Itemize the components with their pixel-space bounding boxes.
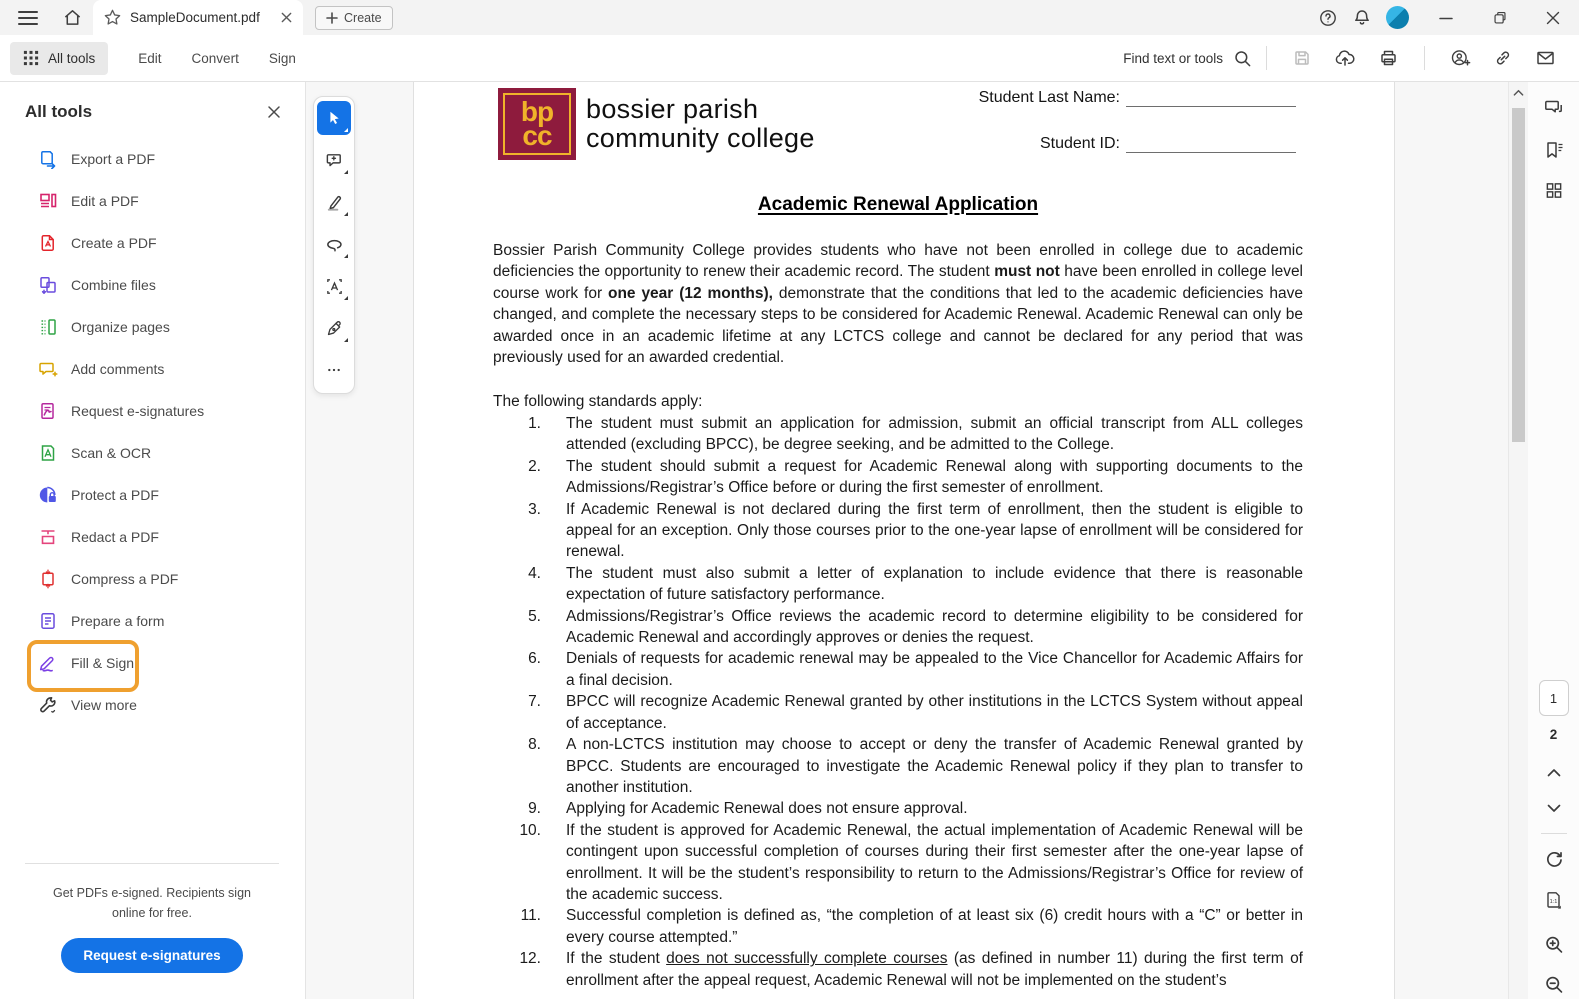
standard-item: [493, 456, 1303, 499]
standard-number: 8.: [528, 736, 541, 754]
vertical-scrollbar[interactable]: [1508, 82, 1528, 999]
bookmarks-panel-icon[interactable]: [1543, 140, 1565, 160]
highlight-tool-button[interactable]: [317, 185, 351, 219]
export-pdf-icon: [38, 149, 58, 169]
student-last-name-label: Student Last Name:: [978, 89, 1120, 106]
logo-cc-text: cc: [522, 120, 552, 151]
standard-text: If the student does not successfully complete courses (as defined in number 11) during the first term of enrollment after the appeal request, Academic Renewal will not be implemented on the student’s: [566, 950, 1303, 989]
student-id-field: [1040, 135, 1296, 153]
standard-item: [493, 606, 1303, 649]
draw-tool-button[interactable]: [317, 227, 351, 261]
standard-text: If Academic Renewal is not declared during the first term of enrollment, then the student is eligible to appeal for an exception. Only those courses prior to the one-year lapse of enrollment will be considered for renewal.: [566, 500, 1303, 561]
standard-item: [493, 948, 1303, 991]
rotate-page-icon[interactable]: [1544, 850, 1564, 870]
add-comments-icon: [38, 359, 58, 379]
student-last-name-field: [979, 89, 1296, 107]
tool-item-label: Fill & Sign: [71, 655, 135, 671]
tool-item-add-comments[interactable]: [0, 348, 305, 390]
standard-text: A non-LCTCS institution may choose to accept or deny the transfer of Academic Renewal granted by BPCC. Students are encouraged to investigate the Academic Renewal policy if they plan to transfer to another institution.: [566, 736, 1303, 796]
add-user-icon[interactable]: [1450, 48, 1471, 68]
right-tool-rail: [1528, 82, 1579, 999]
esign-promo: [0, 863, 304, 999]
student-id-label: Student ID:: [1039, 135, 1120, 152]
tool-item-label: Prepare a form: [71, 613, 165, 629]
zoom-out-icon[interactable]: [1543, 974, 1564, 995]
standard-number: 2.: [528, 457, 541, 475]
page-2-indicator[interactable]: 2: [1549, 727, 1558, 742]
rail-divider: [1541, 833, 1567, 834]
toolbar-divider: [1424, 46, 1425, 70]
standards-heading: The following standards apply:: [493, 393, 703, 410]
standard-item: [493, 563, 1303, 606]
find-label: Find text or tools: [1123, 50, 1223, 66]
document-tab[interactable]: [93, 0, 303, 35]
zoom-in-icon[interactable]: [1543, 934, 1564, 955]
scrollbar-thumb[interactable]: [1512, 108, 1525, 442]
standards-list: [493, 413, 1303, 991]
tool-item-create-a-pdf[interactable]: [0, 222, 305, 264]
pdf-page[interactable]: [413, 82, 1395, 999]
standard-item: [493, 499, 1303, 563]
bpcc-logo: [498, 88, 576, 160]
intro-paragraph: Bossier Parish Community College provides students who have not been enrolled in college due to academic deficiencies the opportunity to renew their academic record. The student must not have been enrolled in college level course work for one year (12 months), demonstrate that the conditions that led to the academic deficiencies have changed, and complete the necessary steps to be considered for Academic Renewal. Academic Renewal can only be awarded once in an academic lifetime at any LCTCS college and cannot be declared for any period that was previously used for an awarded credential.: [493, 242, 1304, 367]
standard-text: The student must also submit a letter of explanation to include evidence that there is reasonable expectation of future satisfactory performance.: [566, 564, 1303, 604]
email-icon[interactable]: [1535, 48, 1556, 68]
standard-number: 12.: [519, 950, 541, 968]
standard-number: 6.: [528, 650, 541, 668]
protect-pdf-icon: [38, 485, 58, 505]
titlebar: [0, 0, 1579, 35]
standard-number: 10.: [519, 821, 541, 839]
fountain-pen-icon: [325, 319, 344, 338]
standard-number: 11.: [520, 907, 541, 925]
notifications-bell-icon[interactable]: [1352, 8, 1372, 28]
student-last-name-blank[interactable]: [1126, 90, 1296, 107]
lasso-icon: [325, 235, 344, 254]
standard-item: [493, 648, 1303, 691]
redact-pdf-icon: [38, 527, 58, 547]
share-link-icon[interactable]: [1493, 48, 1513, 68]
text-select-icon: [325, 277, 344, 296]
promo-text-line1: Get PDFs e-signed. Recipients sign: [52, 886, 251, 901]
student-id-blank[interactable]: [1126, 136, 1296, 153]
tool-item-prepare-a-form[interactable]: [0, 600, 305, 642]
tool-item-view-more[interactable]: [0, 684, 305, 726]
more-tools-button[interactable]: [317, 353, 351, 387]
tool-item-protect-a-pdf[interactable]: [0, 474, 305, 516]
home-icon[interactable]: [50, 0, 94, 35]
grid-icon: [23, 50, 39, 66]
highlighter-icon: [325, 193, 344, 212]
standard-text: The student should submit a request for Academic Renewal along with supporting documents to the Admissions/Registrar’s Office before or during the first semester of enrollment.: [566, 457, 1303, 497]
combine-files-icon: [38, 275, 58, 295]
all-tools-panel: [0, 82, 306, 999]
standard-number: 7.: [528, 693, 541, 711]
scrollbar-up-icon[interactable]: [1513, 89, 1524, 97]
tool-item-label: Add comments: [71, 361, 165, 377]
standard-item: [493, 691, 1303, 734]
tool-item-edit-a-pdf[interactable]: [0, 180, 305, 222]
add-comment-tool-button[interactable]: [317, 143, 351, 177]
previous-page-icon[interactable]: [1547, 768, 1561, 777]
cloud-upload-icon[interactable]: [1334, 48, 1356, 68]
promo-text-line2: online for free.: [112, 905, 192, 920]
edit-pdf-icon: [38, 191, 58, 211]
print-icon[interactable]: [1378, 48, 1399, 68]
all-tools-button[interactable]: [10, 42, 108, 75]
select-tool-button[interactable]: [317, 101, 351, 135]
tool-item-label: Request e-signatures: [71, 403, 205, 419]
tool-item-fill-sign[interactable]: [0, 642, 305, 684]
window-restore-icon[interactable]: [1491, 9, 1509, 27]
menu-icon[interactable]: [6, 0, 50, 35]
toolbar: [0, 35, 1579, 82]
svg-text:1:1: 1:1: [1549, 899, 1557, 905]
page-thumbnails-icon[interactable]: [1544, 181, 1563, 200]
scan-ocr-icon: [38, 443, 58, 463]
toolbar-divider: [1266, 46, 1267, 70]
tool-item-label: Redact a PDF: [71, 529, 159, 545]
window-close-icon[interactable]: [1545, 10, 1561, 26]
tool-item-label: Create a PDF: [71, 235, 157, 251]
standard-item: [493, 905, 1303, 948]
all-tools-button-label: All tools: [48, 50, 96, 66]
tools-list: [0, 138, 305, 726]
search-icon: [1233, 49, 1252, 68]
tool-item-scan-ocr[interactable]: [0, 432, 305, 474]
tool-item-label: Protect a PDF: [71, 487, 159, 503]
star-icon[interactable]: [103, 8, 122, 27]
standard-number: 1.: [528, 415, 541, 432]
document-title: Academic Renewal Application: [757, 194, 1039, 215]
panel-close-icon[interactable]: [265, 103, 283, 121]
window-minimize-icon[interactable]: [1437, 9, 1455, 27]
standard-number: 3.: [528, 500, 541, 518]
standard-number: 9.: [528, 800, 541, 818]
tool-item-label: View more: [71, 697, 137, 713]
create-button[interactable]: [315, 6, 393, 30]
tool-item-label: Organize pages: [71, 319, 170, 335]
create-button-label: Create: [344, 11, 382, 25]
ellipsis-icon: [325, 361, 343, 379]
tool-item-label: Combine files: [71, 277, 156, 293]
compress-pdf-icon: [38, 569, 58, 589]
view-more-icon: [38, 695, 58, 715]
tool-item-export-a-pdf[interactable]: [0, 138, 305, 180]
comment-add-icon: [325, 151, 344, 170]
fit-one-to-one-icon[interactable]: [1544, 890, 1564, 910]
standard-item: [493, 413, 1303, 456]
tab-title: SampleDocument.pdf: [130, 10, 260, 25]
standard-text: BPCC will recognize Academic Renewal granted by other institutions in the LCTCS System without appeal of acceptance.: [566, 693, 1303, 732]
tool-item-redact-a-pdf[interactable]: [0, 516, 305, 558]
help-icon[interactable]: [1318, 8, 1338, 28]
standard-text: Applying for Academic Renewal does not ensure approval.: [566, 800, 968, 818]
logo-bp-text: bp: [520, 96, 554, 127]
tab-close-icon[interactable]: [280, 11, 293, 24]
panel-title: All tools: [25, 102, 93, 121]
save-icon[interactable]: [1292, 48, 1312, 68]
menu-edit[interactable]: Edit: [138, 50, 162, 66]
standard-text: Successful completion is defined as, “the completion of at least six (6) credit hours with a “C” or better in every course attempted.”: [566, 907, 1303, 946]
tool-item-request-e-signatures[interactable]: [0, 390, 305, 432]
tool-item-label: Scan & OCR: [71, 445, 152, 461]
menu-sign[interactable]: Sign: [268, 50, 296, 66]
standard-text: Denials of requests for academic renewal may be appealed to the Vice Chancellor for Academic Affairs for a final decision.: [566, 650, 1303, 689]
cursor-icon: [325, 109, 343, 127]
current-page-indicator[interactable]: 1: [1539, 680, 1569, 716]
standard-number: 5.: [528, 607, 541, 625]
tool-item-combine-files[interactable]: [0, 264, 305, 306]
find-text-or-tools[interactable]: [1123, 49, 1252, 68]
organize-pages-icon: [38, 317, 58, 337]
request-esignatures-button[interactable]: Request e-signatures: [61, 938, 242, 973]
tool-item-compress-a-pdf[interactable]: [0, 558, 305, 600]
select-text-tool-button[interactable]: [317, 269, 351, 303]
prepare-form-icon: [38, 611, 58, 631]
standard-item: [493, 734, 1303, 798]
standard-item: [493, 798, 1303, 819]
request-esignatures-icon: [38, 401, 58, 421]
menu-convert[interactable]: Convert: [191, 50, 239, 66]
tool-item-organize-pages[interactable]: [0, 306, 305, 348]
standard-text: If the student is approved for Academic Renewal, the actual implementation of Academic Renewal will be contingent upon successful completion of courses during their first semester after the one-year lapse of enrollment. It will be the student’s responsibility to return to the Admissions/Registrar’s Office for review of the academic success.: [566, 821, 1303, 903]
user-avatar[interactable]: [1386, 6, 1409, 29]
quick-tools-toolbar: [313, 96, 355, 394]
fill-sign-icon: [38, 653, 58, 673]
sign-tool-button[interactable]: [317, 311, 351, 345]
standard-text: The student must submit an application for admission, submit an official transcript from ALL colleges attended (excluding BPCC), be degree seeking, and be admitted to the College.: [566, 415, 1303, 454]
standard-number: 4.: [528, 564, 541, 582]
standard-text: Admissions/Registrar’s Office reviews the academic record to determine eligibility to be considered for Academic Renewal and accordingly approves or denies the request.: [566, 607, 1303, 647]
tool-item-label: Edit a PDF: [71, 193, 139, 209]
comments-panel-icon[interactable]: [1543, 98, 1565, 118]
tool-item-label: Compress a PDF: [71, 571, 179, 587]
tool-item-label: Export a PDF: [71, 151, 156, 167]
create-pdf-icon: [38, 233, 58, 253]
next-page-icon[interactable]: [1547, 804, 1561, 813]
standard-item: [493, 820, 1303, 906]
college-name: bossier parish community college: [586, 94, 815, 153]
